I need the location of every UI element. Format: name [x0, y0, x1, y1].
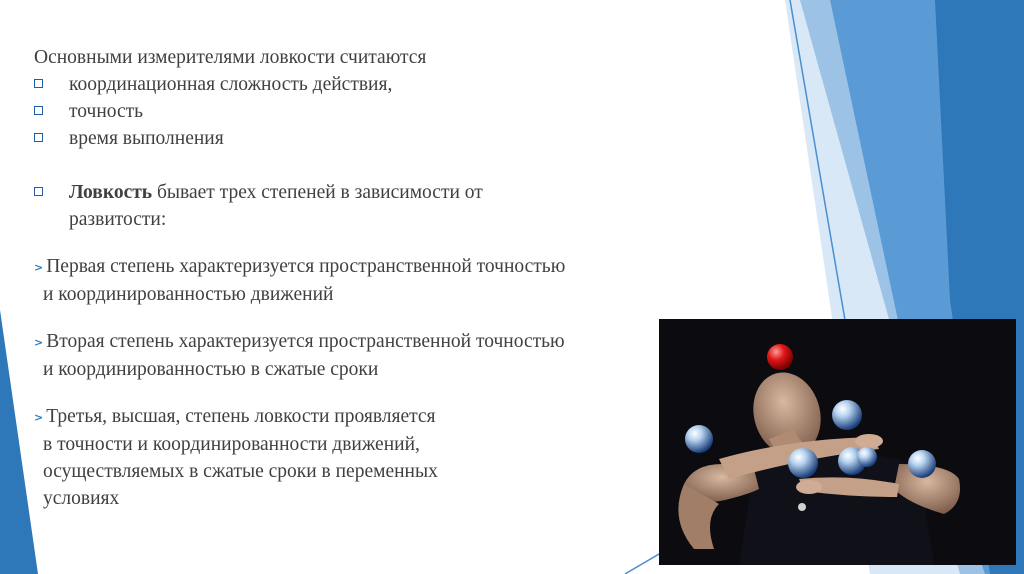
degree-text-cont: и координированностью движений [43, 284, 334, 305]
crystal-ball [832, 400, 862, 430]
deco-left-accent [0, 310, 38, 574]
measure-text: точность [69, 101, 144, 122]
chevron-right-icon: > [34, 261, 44, 274]
degree-item-second [34, 328, 674, 356]
measures-intro: Основными измерителями ловкости считаются [34, 47, 427, 68]
chevron-right-icon: > [34, 411, 44, 424]
degrees-intro-bold: Ловкость [69, 182, 153, 203]
crystal-ball [685, 425, 713, 453]
juggler-photo [659, 319, 1016, 565]
degree-text-cont: условиях [43, 488, 120, 509]
crystal-ball [857, 447, 877, 467]
degrees-intro [34, 179, 674, 233]
juggler-illustration [659, 319, 1016, 565]
measure-text: время выполнения [69, 128, 224, 149]
square-bullet-icon [34, 106, 43, 115]
red-ball [767, 344, 793, 370]
square-bullet-icon [34, 187, 43, 196]
degree-item-third [34, 403, 674, 431]
degrees-intro-line2: развитости: [69, 209, 167, 230]
crystal-ball [908, 450, 936, 478]
chevron-right-icon: > [34, 336, 44, 349]
degrees-intro-text [69, 179, 483, 233]
degree-text-cont: осуществляемых в сжатые сроки в переменных [43, 461, 438, 482]
degree-text: Первая степень характеризуется пространственной точностью [46, 256, 566, 277]
measure-item [34, 125, 674, 152]
degree-item-first [34, 253, 674, 281]
measure-item [34, 98, 674, 125]
crystal-ball [788, 448, 818, 478]
content-text [34, 44, 674, 512]
square-bullet-icon [34, 133, 43, 142]
square-bullet-icon [34, 79, 43, 88]
measure-text: координационная сложность действия, [69, 74, 393, 95]
degree-text-cont: в точности и координированности движений, [43, 434, 420, 455]
measure-item [34, 71, 674, 98]
degree-text: Третья, высшая, степень ловкости проявляется [46, 406, 436, 427]
degree-text-cont: и координированностью в сжатые сроки [43, 359, 379, 380]
degree-text: Вторая степень характеризуется пространственной точностью [46, 331, 565, 352]
degrees-intro-rest: бывает трех степеней в зависимости от [152, 182, 483, 203]
